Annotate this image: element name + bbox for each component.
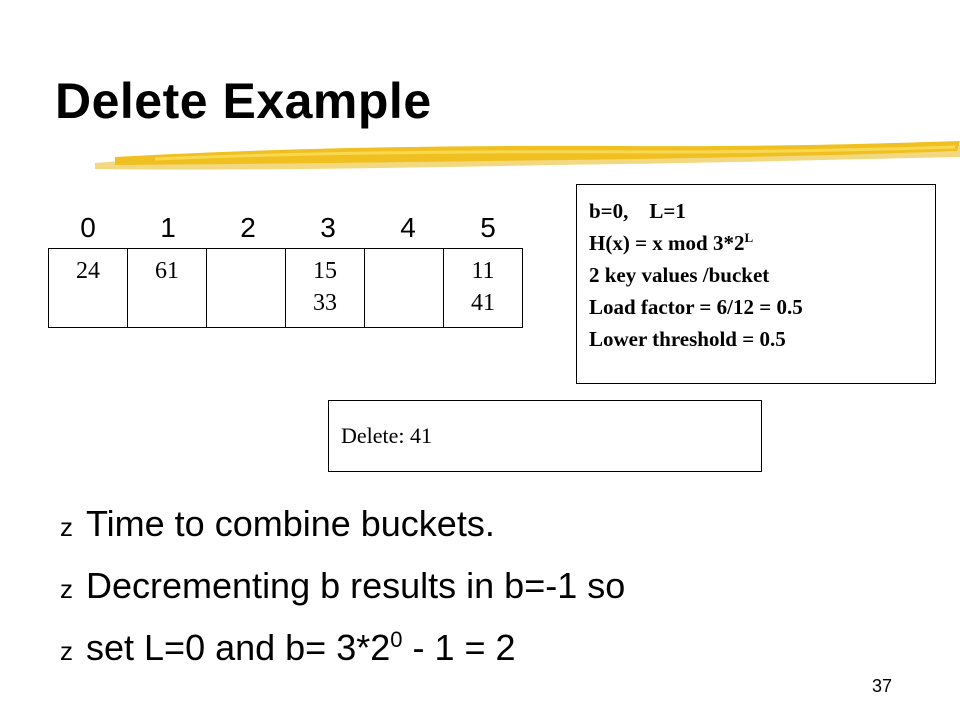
bullet-marker: z [60,512,73,542]
bucket-key: 15 [313,258,337,284]
bucket-1 [127,248,207,328]
bullet-text-prefix: set L=0 and b= 3*2 [86,627,391,668]
bucket-capacity: 2 key values /bucket [589,263,770,287]
bucket-key: 24 [76,258,100,284]
page-number: 37 [872,676,893,696]
bucket-5 [443,248,523,328]
hash-function-exponent: L [744,230,754,245]
bullet-marker: z [60,636,73,666]
hash-function [589,227,935,259]
bullet-item [60,622,625,684]
bucket-index-1: 1 [160,212,176,243]
hash-table [48,248,528,328]
bucket-index-5: 5 [480,212,496,243]
bucket-key: 41 [471,290,495,316]
bullet-exponent: 0 [390,627,403,652]
bullet-text [86,622,516,674]
hash-function-text: H(x) = x mod 3*2 [589,231,745,255]
lower-threshold: Lower threshold = 0.5 [589,327,786,351]
delete-operation-box [328,400,762,472]
bullet-text-suffix: - 1 = 2 [402,627,516,668]
parameters-box [576,184,936,384]
slide-title: Delete Example [55,73,432,129]
bucket-key: 11 [471,258,495,284]
bucket-index-2: 2 [240,212,256,243]
bucket-2 [206,248,286,328]
bullet-item [60,498,625,560]
bucket-index-3: 3 [320,212,336,243]
load-factor: Load factor = 6/12 = 0.5 [589,295,803,319]
bucket-key: 61 [155,258,179,284]
bucket-key: 33 [313,290,337,316]
bullet-list [60,498,625,684]
bucket-index-4: 4 [400,212,416,243]
bullet-text: Decrementing b results in b=-1 so [86,565,626,606]
delete-operation-text: Delete: 41 [341,423,433,448]
bullet-item [60,560,625,622]
bucket-4 [364,248,444,328]
title-underline-brush [95,135,960,180]
parameters-b-l: b=0, L=1 [589,199,686,223]
bucket-3 [285,248,365,328]
bucket-index-0: 0 [80,212,96,243]
bullet-marker: z [60,574,73,604]
bullet-text: Time to combine buckets. [86,503,495,544]
bucket-0 [48,248,128,328]
